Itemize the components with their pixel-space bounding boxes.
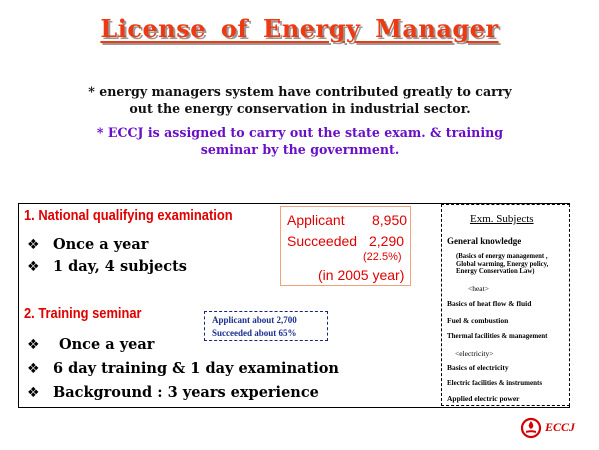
subject-detail-line: Global warming, Energy policy, xyxy=(456,260,549,268)
section1-heading: 1. National qualifying examination xyxy=(24,207,233,224)
bullet-text: Background : 3 years experience xyxy=(53,384,319,401)
subject-detail-line: (Basics of energy management , xyxy=(456,253,548,260)
section1-bullet xyxy=(27,236,148,253)
subject-elec-item: Basics of electricity xyxy=(447,363,509,372)
eccj-flame-logo-icon xyxy=(520,417,542,439)
training-succeeded: Succeeded about 65% xyxy=(212,328,297,338)
section2-bullet xyxy=(27,384,319,401)
section2-heading: 2. Training seminar xyxy=(24,305,142,322)
diamond-bullet-icon: ❖ xyxy=(27,236,40,253)
subject-general: General knowledge xyxy=(447,236,522,246)
intro-paragraph-1 xyxy=(40,83,560,117)
training-applicant: Applicant about 2,700 xyxy=(212,315,297,325)
bullet-text: Once a year xyxy=(53,236,149,253)
subject-heat-item: Fuel & combustion xyxy=(447,316,509,325)
applicant-value: 8,950 xyxy=(372,212,408,228)
year-note: (in 2005 year) xyxy=(318,267,405,283)
subject-heat-item: Thermal facilities & management xyxy=(447,332,548,340)
subject-heat-item: Basics of heat flow & fluid xyxy=(447,299,532,308)
succeeded-percent: (22.5%) xyxy=(363,251,402,263)
diamond-bullet-icon: ❖ xyxy=(27,384,40,401)
succeeded-label: Succeeded xyxy=(287,233,358,249)
subject-elec-header: <electricity> xyxy=(455,349,494,358)
eccj-logo xyxy=(520,416,580,440)
page-title: License of Energy Manager xyxy=(100,14,499,43)
intro-line: * ECCJ is assigned to carry out the state exam. & training xyxy=(96,125,504,140)
bullet-text: 1 day, 4 subjects xyxy=(53,258,187,275)
intro-line: out the energy conservation in industrial sector. xyxy=(129,101,471,116)
bullet-text: 6 day training & 1 day examination xyxy=(53,360,339,377)
diamond-bullet-icon: ❖ xyxy=(27,258,40,275)
subject-heat-header: <heat> xyxy=(468,284,489,293)
intro-line: * energy managers system have contributed greatly to carry xyxy=(88,84,512,99)
diamond-bullet-icon: ❖ xyxy=(27,360,40,377)
applicant-stats-box xyxy=(280,206,411,286)
succeeded-value: 2,290 xyxy=(369,233,405,249)
exam-subjects-header: Exm. Subjects xyxy=(470,213,534,225)
subject-general-detail xyxy=(456,253,548,276)
intro-line: seminar by the government. xyxy=(200,142,400,157)
applicant-label: Applicant xyxy=(287,212,345,228)
eccj-logo-text: ECCJ xyxy=(545,420,576,434)
bullet-text: Once a year xyxy=(59,336,155,353)
subject-elec-item: Electric facilities & instruments xyxy=(447,379,543,387)
section2-bullet xyxy=(27,360,339,377)
section1-bullet xyxy=(27,258,187,275)
diamond-bullet-icon: ❖ xyxy=(27,336,40,353)
exam-subjects-box xyxy=(441,204,570,406)
section2-bullet xyxy=(27,336,154,353)
subject-detail-line: Energy Conservation Law) xyxy=(456,268,535,275)
intro-paragraph-2 xyxy=(40,124,560,158)
subject-elec-item: Applied electric power xyxy=(447,394,520,403)
training-stats-box xyxy=(204,311,328,341)
